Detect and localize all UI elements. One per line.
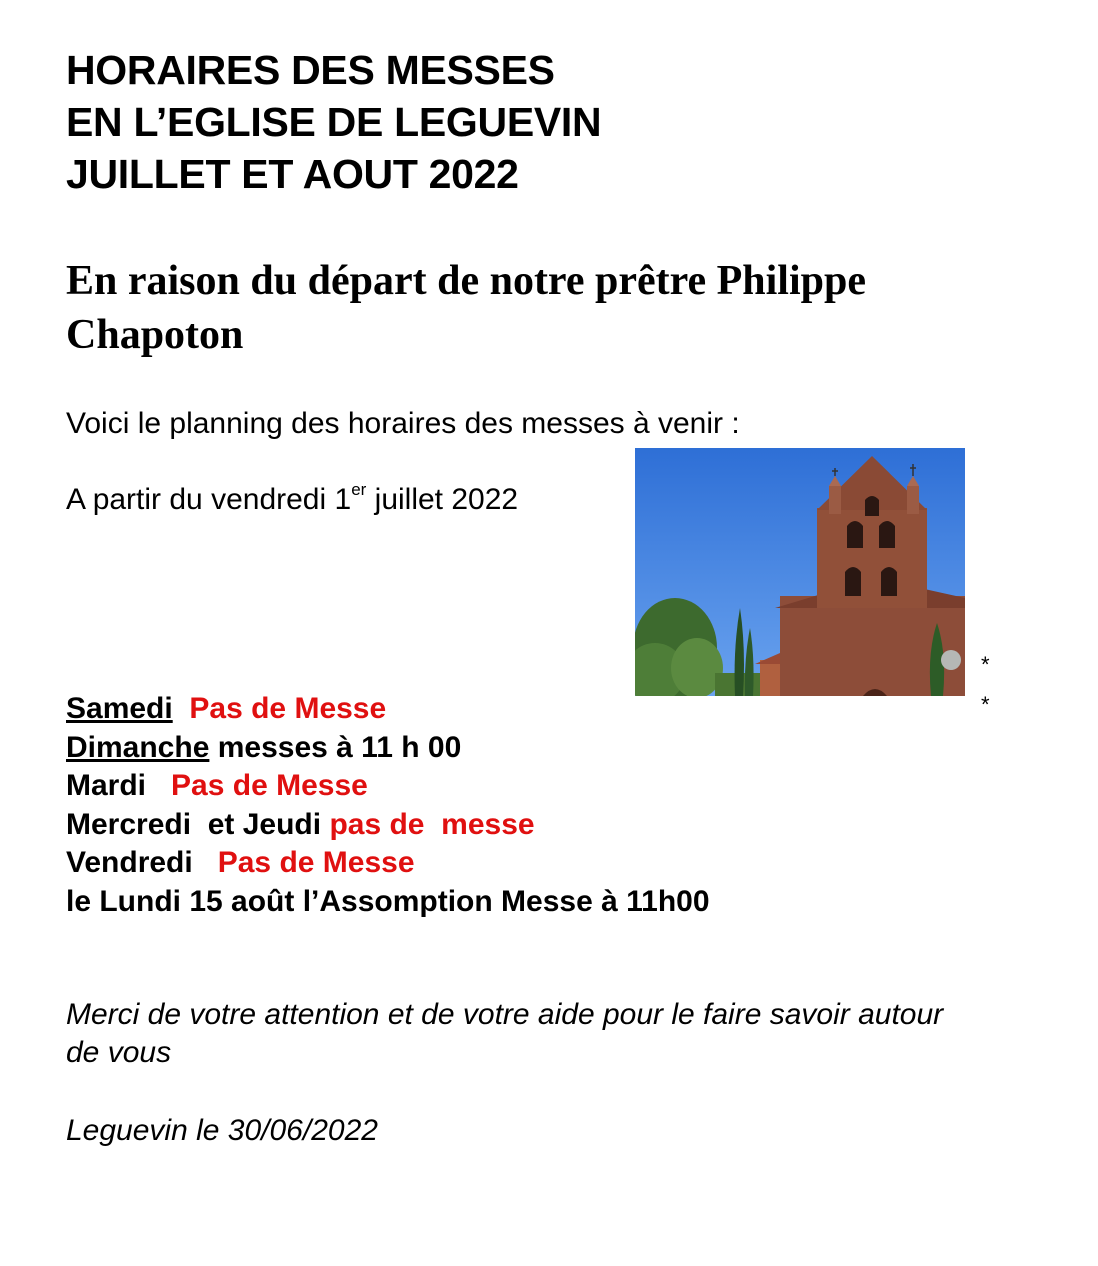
asterisk-mark: * — [981, 652, 990, 677]
intro-text: Voici le planning des horaires des messes à venir : — [66, 407, 740, 440]
mass-status: messes à 11 h 00 — [217, 730, 462, 764]
title-line: JUILLET ET AOUT 2022 — [66, 151, 519, 197]
page-title — [66, 44, 601, 200]
title-line: HORAIRES DES MESSES — [66, 47, 555, 93]
title-line: EN L’EGLISE DE LEGUEVIN — [66, 99, 602, 145]
mass-schedule — [66, 690, 710, 921]
schedule-row-mardi — [66, 767, 710, 806]
signature-date: Leguevin le 30/06/2022 — [66, 1114, 378, 1147]
spacer — [209, 731, 217, 764]
start-date-before: A partir du vendredi 1 — [66, 483, 352, 516]
day-label: Samedi — [66, 692, 173, 725]
schedule-row-assomption — [66, 883, 710, 922]
church-photo — [635, 448, 965, 696]
schedule-row-dimanche — [66, 729, 710, 768]
start-date-sup: er — [351, 480, 367, 499]
mass-status: Pas de Messe — [217, 846, 415, 879]
spacer — [173, 692, 190, 725]
mass-status: pas de messe — [329, 807, 535, 841]
spacer — [146, 769, 171, 802]
start-date-after: juillet 2022 — [366, 483, 519, 516]
mass-status: Pas de Messe — [189, 692, 387, 725]
day-label: Mercredi et Jeudi — [66, 807, 322, 841]
schedule-row-mercredi-jeudi — [66, 806, 710, 845]
mass-status: Pas de Messe — [171, 769, 368, 802]
closing-message: Merci de votre attention et de votre aide pour le faire savoir autour de vous — [66, 998, 944, 1069]
start-date — [66, 480, 518, 520]
subtitle: En raison du départ de notre prêtre Philippe Chapoton — [66, 258, 866, 358]
spacer — [193, 846, 218, 879]
day-label: Vendredi — [66, 846, 193, 879]
church-illustration — [635, 448, 965, 696]
day-label: Mardi — [66, 769, 147, 802]
day-label: Dimanche — [66, 730, 210, 764]
day-label: le Lundi 15 août l’Assomption Messe à 11h00 — [66, 884, 710, 918]
schedule-row-samedi — [66, 690, 710, 729]
asterisk-mark: * — [981, 692, 990, 717]
schedule-row-vendredi — [66, 844, 710, 883]
